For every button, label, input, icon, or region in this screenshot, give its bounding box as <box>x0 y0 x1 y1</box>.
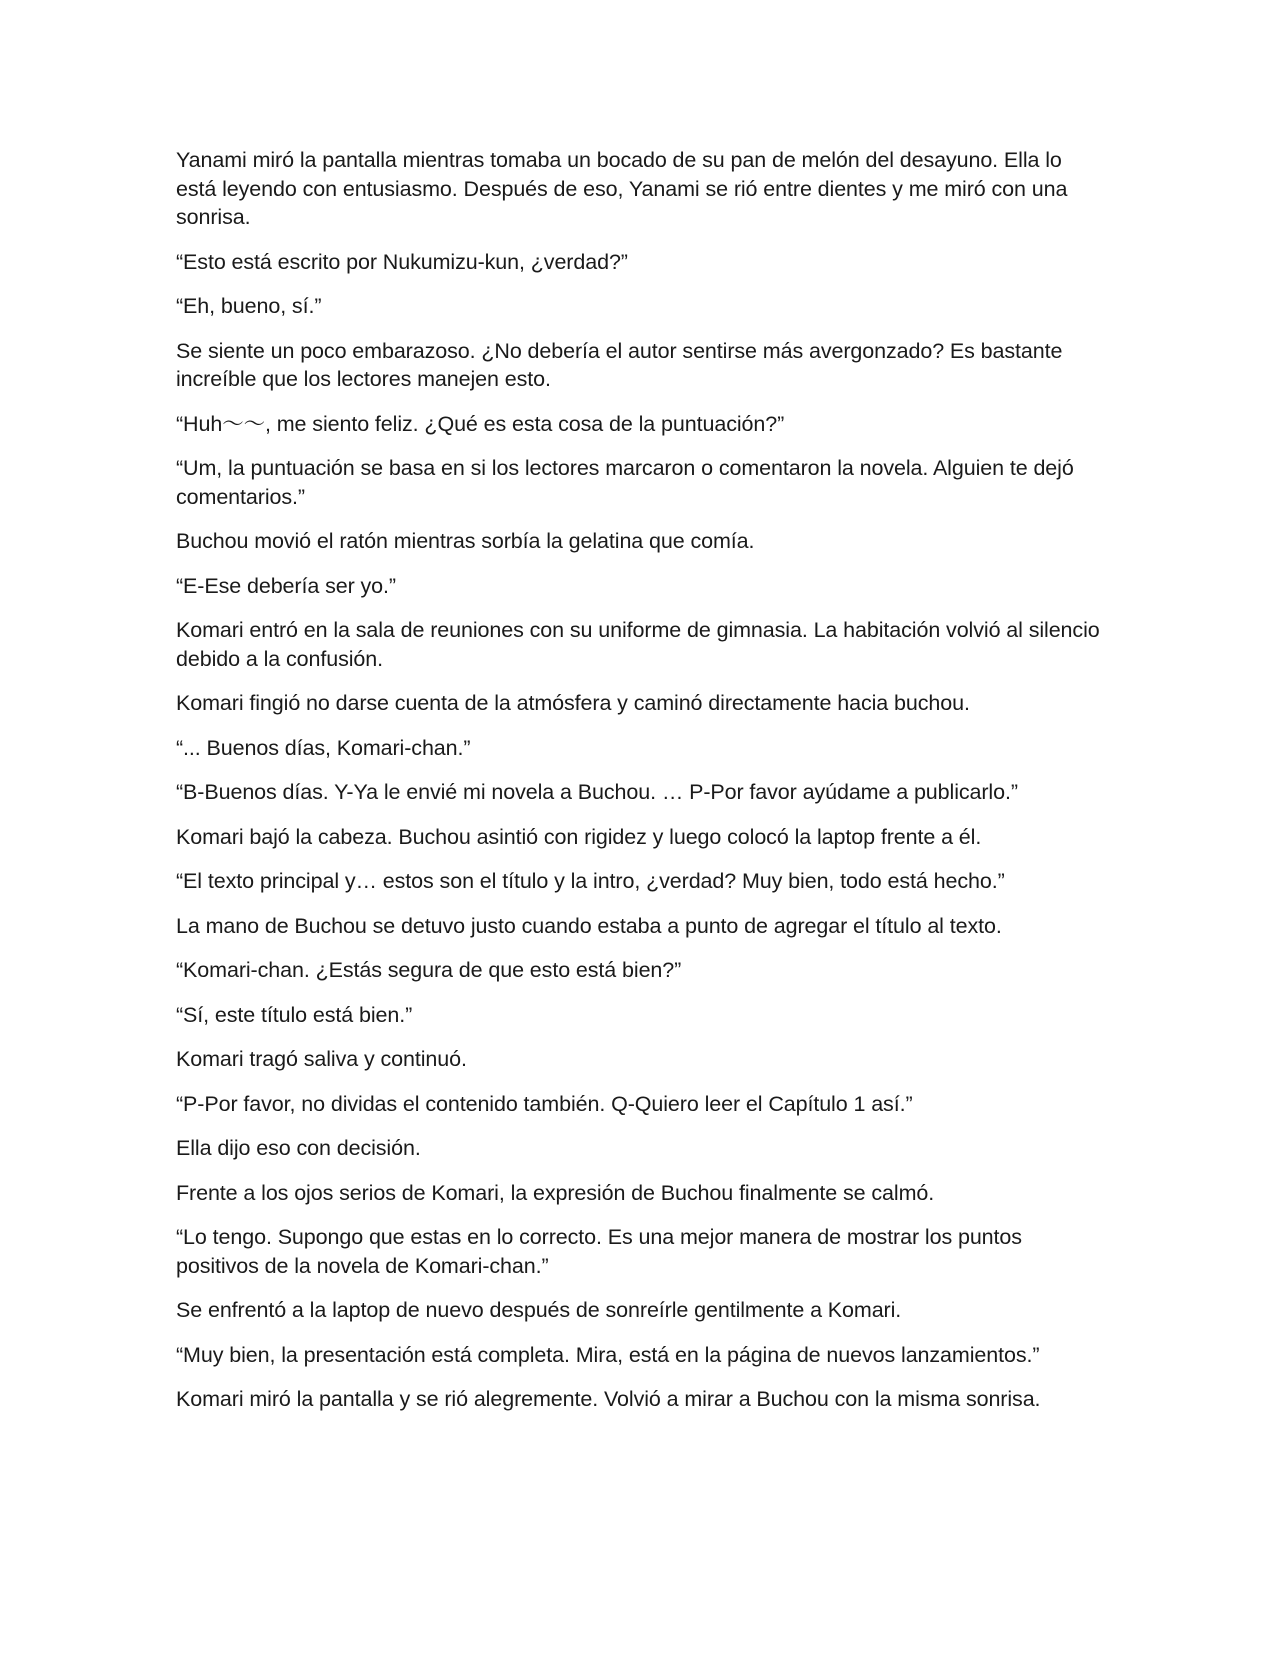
paragraph: Komari entró en la sala de reuniones con su uniforme de gimnasia. La habitación volvió al silencio debido a la confusión. <box>176 618 1100 671</box>
paragraph: “Eh, bueno, sí.” <box>176 294 322 318</box>
paragraph: Komari miró la pantalla y se rió alegremente. Volvió a mirar a Buchou con la misma sonrisa. <box>176 1387 1041 1411</box>
paragraph: “Muy bien, la presentación está completa. Mira, está en la página de nuevos lanzamientos.” <box>176 1342 1040 1367</box>
paragraph: Komari fingió no darse cuenta de la atmósfera y caminó directamente hacia buchou. <box>176 691 970 715</box>
paragraph: “B-Buenos días. Y-Ya le envié mi novela a Buchou. … P-Por favor ayúdame a publicarlo.” <box>176 780 1018 804</box>
paragraph: “El texto principal y… estos son el título y la intro, ¿verdad? Muy bien, todo está hecho.” <box>176 869 1005 893</box>
paragraph: “... Buenos días, Komari-chan.” <box>176 735 471 760</box>
paragraph: Komari bajó la cabeza. Buchou asintió con rigidez y luego colocó la laptop frente a él. <box>176 824 982 849</box>
paragraph: Ella dijo eso con decisión. <box>176 1136 421 1160</box>
paragraph: “E-Ese debería ser yo.” <box>176 573 396 598</box>
paragraph: Se siente un poco embarazoso. ¿No debería el autor sentirse más avergonzado? Es bastante increíble que los lectores manejen esto. <box>176 338 1063 391</box>
body-text <box>176 146 1106 1430</box>
paragraph: Se enfrentó a la laptop de nuevo después de sonreírle gentilmente a Komari. <box>176 1298 902 1322</box>
paragraph: “Huh～～, me siento feliz. ¿Qué es esta cosa de la puntuación?” <box>176 411 785 436</box>
paragraph: “Esto está escrito por Nukumizu-kun, ¿verdad?” <box>176 249 628 274</box>
paragraph: “Komari-chan. ¿Estás segura de que esto está bien?” <box>176 958 682 982</box>
paragraph: Yanami miró la pantalla mientras tomaba un bocado de su pan de melón del desayuno. Ella lo está leyendo con entusiasmo. Después de eso, Yanami se rió entre dientes y me miró con una sonrisa. <box>176 148 1068 229</box>
paragraph: Komari tragó saliva y continuó. <box>176 1047 467 1071</box>
paragraph: “Um, la puntuación se basa en si los lectores marcaron o comentaron la novela. Alguien te dejó comentarios.” <box>176 456 1074 509</box>
paragraph: “Lo tengo. Supongo que estas en lo correcto. Es una mejor manera de mostrar los puntos positivos de la novela de Komari-chan.” <box>176 1225 1022 1278</box>
paragraph: Frente a los ojos serios de Komari, la expresión de Buchou finalmente se calmó. <box>176 1180 935 1205</box>
paragraph: Buchou movió el ratón mientras sorbía la gelatina que comía. <box>176 529 755 553</box>
paragraph: “P-Por favor, no dividas el contenido también. Q-Quiero leer el Capítulo 1 así.” <box>176 1091 913 1116</box>
paragraph: “Sí, este título está bien.” <box>176 1002 413 1027</box>
paragraph: La mano de Buchou se detuvo justo cuando estaba a punto de agregar el título al texto. <box>176 913 1002 938</box>
